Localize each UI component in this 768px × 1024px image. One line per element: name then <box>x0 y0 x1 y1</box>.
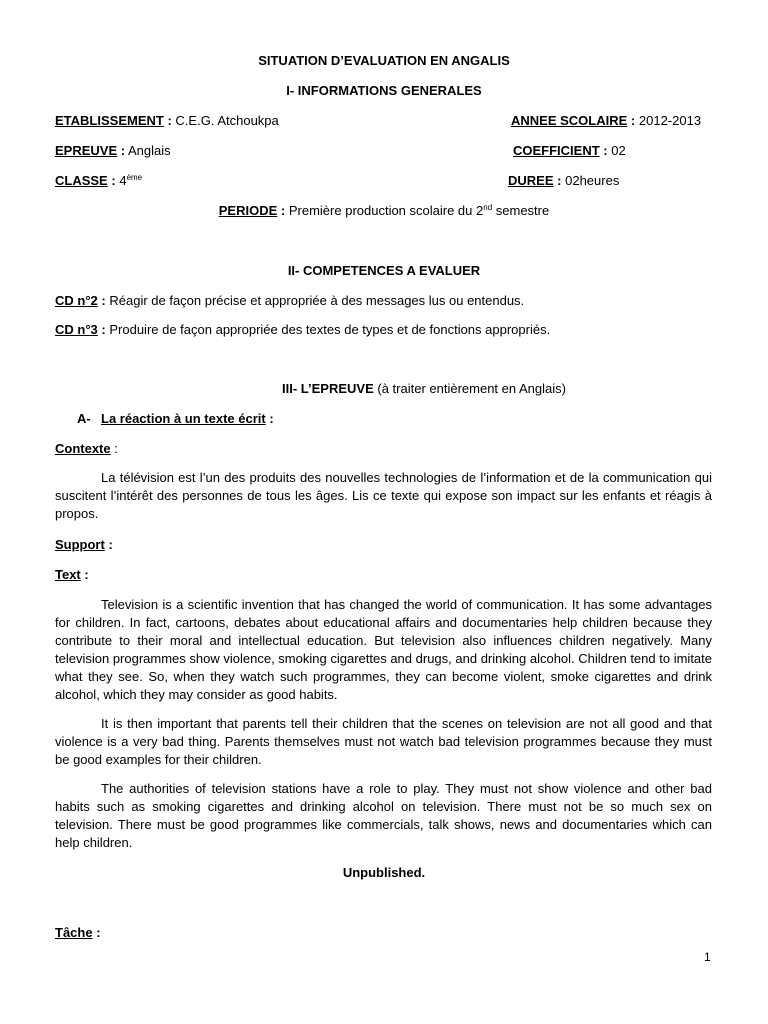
duree-label: DUREE <box>508 173 554 188</box>
epreuve-heading: III- L’EPREUVE <box>282 381 374 396</box>
coefficient-label: COEFFICIENT <box>513 143 600 158</box>
text-paragraph-2: It is then important that parents tell their children that the scenes on television are not all good and that violence is a very bad thing. Parents themselves must not watch bad television programmes because they must be good examples for their children. <box>55 716 712 767</box>
tache-heading: Tâche : <box>55 925 101 940</box>
coefficient-field: COEFFICIENT : 02 <box>513 143 626 158</box>
text-paragraph-1: Television is a scientific invention that has changed the world of communication. It has some advantages for children. In fact, cartoons, debates about educational affairs and documentaries help children because they contribute to their moral and intellectual education. But television also influences children negatively. Many television programmes show violence, smoking cigarettes and drugs, and drinking alcohol. Children tend to imitate what they see. So, when they watch such programmes, they can become violent, smoke cigarettes and drink alcohol, which they may consider as good habits. <box>55 597 712 702</box>
section-heading-epreuve <box>282 381 566 397</box>
page-number: 1 <box>704 950 711 964</box>
epreuve-value: Anglais <box>128 143 171 158</box>
text-heading: Text : <box>55 567 89 582</box>
part-a-letter: A- <box>77 411 91 426</box>
classe-value: 4 <box>119 173 127 188</box>
classe-superscript: ème <box>126 173 143 182</box>
text-paragraph-3: The authorities of television stations have a role to play. They must not show violence and other bad habits such as smoking cigarettes and drinking alcohol on television. There must not be so much sex on television. There must be good programmes like commercials, talk shows, news and documentaries which can help children. <box>55 781 712 850</box>
periode-superscript: nd <box>483 203 493 212</box>
contexte-label: Contexte <box>55 441 111 456</box>
section-heading-informations: I- INFORMATIONS GENERALES <box>286 83 482 98</box>
annee-scolaire-label: ANNEE SCOLAIRE <box>511 113 628 128</box>
cd3-text: Produire de façon appropriée des textes de types et de fonctions appropriés. <box>109 322 551 337</box>
epreuve-label: EPREUVE <box>55 143 118 158</box>
support-label: Support <box>55 537 105 552</box>
cd2-line: CD n°2 : Réagir de façon précise et appropriée à des messages lus ou entendus. <box>55 293 525 308</box>
etablissement-value: C.E.G. Atchoukpa <box>175 113 279 128</box>
cd2-label: CD n°2 <box>55 293 98 308</box>
annee-scolaire-field: ANNEE SCOLAIRE : 2012-2013 <box>511 113 702 128</box>
periode-label: PERIODE <box>218 203 278 218</box>
duree-value: 02heures <box>565 173 620 188</box>
epreuve-note: (à traiter entièrement en Anglais) <box>377 381 566 396</box>
epreuve-field: EPREUVE : Anglais <box>55 143 171 158</box>
periode-value: Première production scolaire du 2 <box>288 203 484 218</box>
contexte-heading: Contexte : <box>55 441 118 456</box>
cd3-label: CD n°3 <box>55 322 98 337</box>
periode-field: PERIODE : Première production scolaire du 2nd semestre <box>218 203 550 218</box>
document-title: SITUATION D’EVALUATION EN ANGALIS <box>258 53 510 68</box>
source-citation: Unpublished. <box>342 865 426 880</box>
duree-field: DUREE : 02heures <box>508 173 620 188</box>
annee-scolaire-value: 2012-2013 <box>638 113 702 128</box>
cd2-text: Réagir de façon précise et appropriée à des messages lus ou entendus. <box>109 293 525 308</box>
support-heading: Support : <box>55 537 113 552</box>
tache-label: Tâche <box>55 925 93 940</box>
classe-label: CLASSE <box>55 173 108 188</box>
text-label: Text <box>55 567 81 582</box>
part-a-title: La réaction à un texte écrit <box>101 411 266 426</box>
coefficient-value: 02 <box>611 143 626 158</box>
contexte-paragraph: La télévision est l’un des produits des nouvelles technologies de l’information et de la communication qui suscitent l’intérêt des personnes de tous les âges. Lis ce texte qui expose son impact sur les enfants et réagis à propos. <box>55 470 712 521</box>
part-a-heading: A- La réaction à un texte écrit : <box>77 411 274 426</box>
etablissement-label: ETABLISSEMENT <box>55 113 164 128</box>
section-heading-competences: II- COMPETENCES A EVALUER <box>287 263 481 278</box>
etablissement-field: ETABLISSEMENT : C.E.G. Atchoukpa <box>55 113 279 128</box>
classe-field: CLASSE : 4ème <box>55 173 143 188</box>
cd3-line: CD n°3 : Produire de façon appropriée des textes de types et de fonctions appropriés. <box>55 322 551 337</box>
